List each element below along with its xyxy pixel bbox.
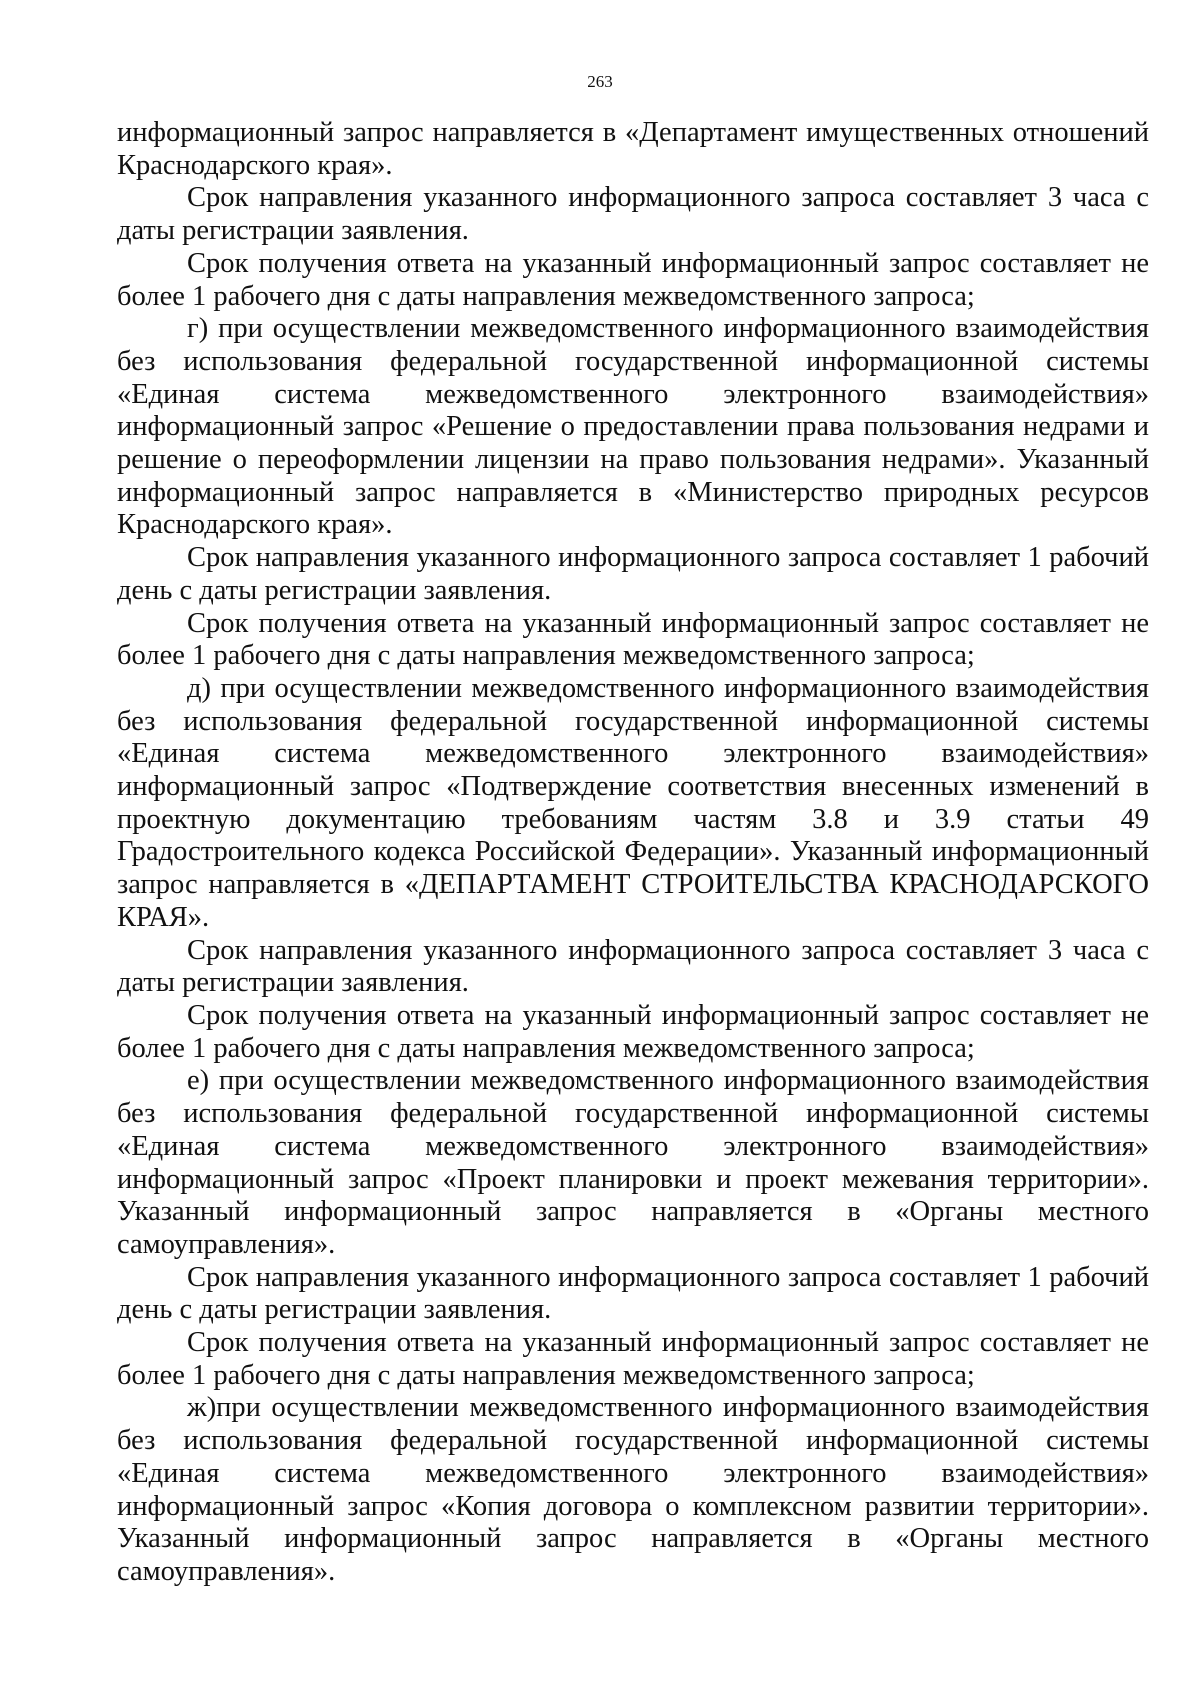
paragraph: информационный запрос направляется в «Департамент имущественных отношений Краснодарского края». xyxy=(117,117,1149,181)
paragraph: Срок направления указанного информационного запроса составляет 1 рабочий день с даты регистрации заявления. xyxy=(117,1261,1149,1326)
paragraph: Срок получения ответа на указанный информационный запрос составляет не более 1 рабочего дня с даты направления межведомственного запроса; xyxy=(117,247,1149,312)
paragraph: Срок получения ответа на указанный информационный запрос составляет не более 1 рабочего дня с даты направления межведомственного запроса; xyxy=(117,1327,1149,1391)
paragraph: Срок получения ответа на указанный информационный запрос составляет не более 1 рабочего дня с даты направления межведомственного запроса; xyxy=(117,999,1149,1064)
paragraph: Срок направления указанного информационного запроса составляет 3 часа с даты регистрации заявления. xyxy=(117,934,1149,999)
paragraph: е) при осуществлении межведомственного информационного взаимодействия без использования федеральной государственной информационной системы «Единая система межведомственного электронного взаимодействия» информационный запрос «Проект планировки и проект межевания территории». Указанный информационный запрос направляется в «Органы местного самоуправления». xyxy=(117,1065,1149,1260)
paragraph: Срок направления указанного информационного запроса составляет 3 часа с даты регистрации заявления. xyxy=(117,182,1149,247)
page-number: 263 xyxy=(587,72,613,91)
paragraph: д) при осуществлении межведомственного информационного взаимодействия без использования федеральной государственной информационной системы «Единая система межведомственного электронного взаимодействия» информационный запрос «Подтверждение соответствия внесенных изменений в проектную документацию требованиям частям 3.8 и 3.9 статьи 49 Градостроительного кодекса Российской Федерации». Указанный информационный запрос направляется в «ДЕПАРТАМЕНТ СТРОИТЕЛЬСТВА КРАСНОДАРСКОГО КРАЯ». xyxy=(117,672,1149,933)
paragraph: ж)при осуществлении межведомственного информационного взаимодействия без использования федеральной государственной информационной системы «Единая система межведомственного электронного взаимодействия» информационный запрос «Копия договора о комплексном развитии территории». Указанный информационный запрос направляется в «Органы местного самоуправления». xyxy=(117,1392,1149,1587)
paragraph: г) при осуществлении межведомственного информационного взаимодействия без использования федеральной государственной информационной системы «Единая система межведомственного электронного взаимодействия» информационный запрос «Решение о предоставлении права пользования недрами и решение о переоформлении лицензии на право пользования недрами». Указанный информационный запрос направляется в «Министерство природных ресурсов Краснодарского края». xyxy=(117,313,1149,541)
paragraph: Срок получения ответа на указанный информационный запрос составляет не более 1 рабочего дня с даты направления межведомственного запроса; xyxy=(117,607,1149,672)
paragraph: Срок направления указанного информационного запроса составляет 1 рабочий день с даты регистрации заявления. xyxy=(117,542,1149,606)
document-body xyxy=(117,117,1149,1589)
